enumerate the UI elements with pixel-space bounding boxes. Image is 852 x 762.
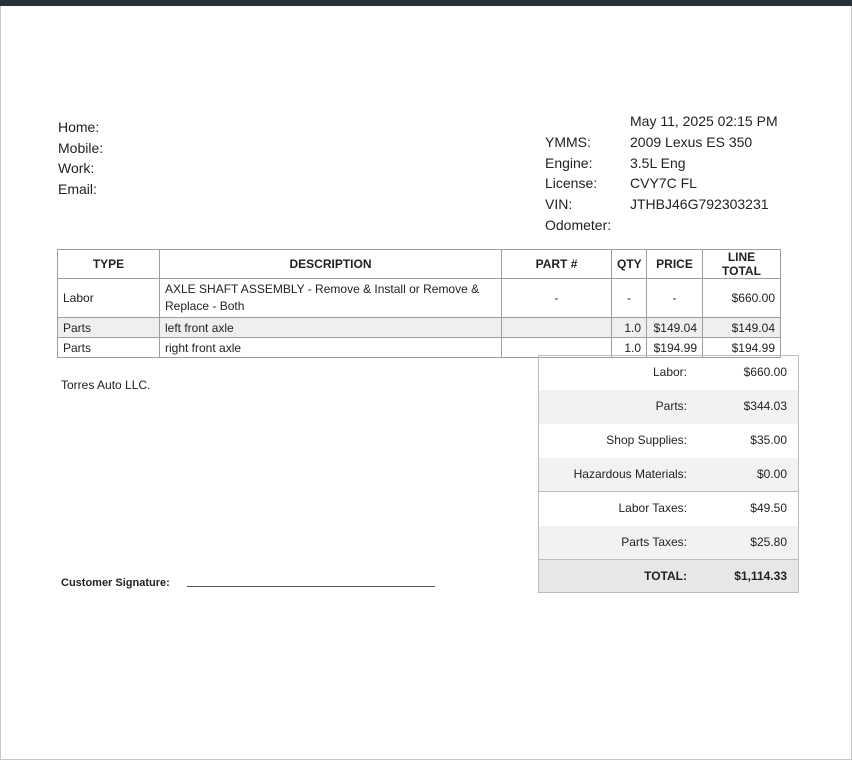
parts-taxes-value: $25.80 bbox=[750, 535, 787, 549]
cell-description: left front axle bbox=[160, 318, 502, 338]
column-header-type: TYPE bbox=[58, 250, 160, 279]
grand-total-label: TOTAL: bbox=[644, 569, 687, 583]
table-header-row bbox=[58, 250, 781, 279]
shop-name: Torres Auto LLC. bbox=[61, 378, 151, 392]
cell-type: Parts bbox=[58, 338, 160, 358]
mobile-phone-label: Mobile: bbox=[58, 139, 104, 156]
cell-line-total: $194.99 bbox=[703, 338, 781, 358]
hazardous-materials-label: Hazardous Materials: bbox=[573, 467, 687, 481]
grand-total-value: $1,114.33 bbox=[734, 569, 787, 583]
cell-qty: 1.0 bbox=[612, 338, 647, 358]
cell-type: Labor bbox=[58, 279, 160, 318]
column-header-part-number: PART # bbox=[502, 250, 612, 279]
table-row bbox=[58, 279, 781, 318]
totals-row-parts bbox=[539, 390, 798, 424]
invoice-datetime: May 11, 2025 02:15 PM bbox=[630, 113, 778, 129]
cell-line-total: $149.04 bbox=[703, 318, 781, 338]
cell-price: $194.99 bbox=[647, 338, 703, 358]
home-phone-label: Home: bbox=[58, 119, 100, 135]
column-header-qty: QTY bbox=[612, 250, 647, 279]
totals-row-hazardous-materials bbox=[539, 458, 798, 492]
parts-total-label: Parts: bbox=[655, 399, 687, 413]
cell-type: Parts bbox=[58, 318, 160, 338]
vin-value: JTHBJ46G792303231 bbox=[630, 196, 769, 213]
cell-price: $149.04 bbox=[647, 318, 703, 338]
hazardous-materials-value: $0.00 bbox=[756, 467, 787, 481]
cell-price: - bbox=[647, 279, 703, 318]
customer-contact bbox=[58, 117, 103, 199]
cell-description: right front axle bbox=[160, 338, 502, 358]
column-header-line-total: LINE TOTAL bbox=[703, 250, 781, 279]
cell-description: AXLE SHAFT ASSEMBLY - Remove & Install or Remove & Replace - Both bbox=[160, 279, 502, 318]
totals-row-labor bbox=[539, 356, 798, 390]
customer-signature-label: Customer Signature: bbox=[61, 577, 170, 589]
license-label: License: bbox=[545, 175, 598, 192]
odometer-label: Odometer: bbox=[545, 216, 612, 233]
cell-qty: 1.0 bbox=[612, 318, 647, 338]
vin-label: VIN: bbox=[545, 196, 573, 213]
signature-line bbox=[187, 586, 435, 587]
parts-total-value: $344.03 bbox=[743, 399, 787, 413]
column-header-description: DESCRIPTION bbox=[160, 250, 502, 279]
cell-qty: - bbox=[612, 279, 647, 318]
table-row bbox=[58, 318, 781, 338]
engine-label: Engine: bbox=[545, 154, 593, 171]
column-header-price: PRICE bbox=[647, 250, 703, 279]
totals-row-grand-total bbox=[539, 560, 798, 592]
cell-line-total: $660.00 bbox=[703, 279, 781, 318]
labor-taxes-label: Labor Taxes: bbox=[618, 501, 687, 515]
ymms-value: 2009 Lexus ES 350 bbox=[630, 133, 753, 150]
totals-row-parts-taxes bbox=[539, 526, 798, 560]
parts-taxes-label: Parts Taxes: bbox=[621, 535, 687, 549]
totals-row-shop-supplies bbox=[539, 424, 798, 458]
labor-total-label: Labor: bbox=[652, 365, 687, 379]
shop-supplies-label: Shop Supplies: bbox=[606, 433, 687, 447]
cell-part-number bbox=[502, 318, 612, 338]
ymms-label: YMMS: bbox=[545, 133, 591, 150]
totals-row-labor-taxes bbox=[539, 492, 798, 526]
labor-total-value: $660.00 bbox=[743, 365, 787, 379]
line-items-table bbox=[57, 249, 781, 358]
email-label: Email: bbox=[58, 180, 97, 197]
license-value: CVY7C FL bbox=[630, 175, 697, 192]
work-phone-label: Work: bbox=[58, 160, 95, 176]
shop-supplies-value: $35.00 bbox=[750, 433, 787, 447]
engine-value: 3.5L Eng bbox=[630, 154, 686, 171]
cell-part-number: - bbox=[502, 279, 612, 318]
labor-taxes-value: $49.50 bbox=[750, 501, 787, 515]
totals-summary bbox=[538, 355, 799, 593]
